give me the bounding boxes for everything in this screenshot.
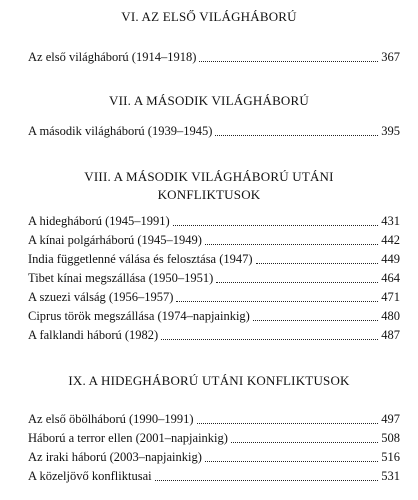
entry-page-number: 395 [381, 124, 400, 138]
toc-entry[interactable] [28, 288, 400, 307]
dot-leader [205, 460, 378, 462]
dot-leader [256, 262, 379, 264]
toc-entry[interactable] [28, 448, 400, 467]
entry-title: A második világháború (1939–1945) [28, 124, 213, 138]
dot-leader [161, 338, 378, 340]
section-heading: VII. A MÁSODIK VILÁGHÁBORÚ [109, 93, 309, 108]
toc-entry[interactable] [28, 48, 400, 67]
entry-title: Tibet kínai megszállása (1950–1951) [28, 271, 214, 285]
section-entries [28, 212, 400, 345]
section-entries [28, 48, 400, 67]
entry-page-number: 367 [381, 50, 400, 64]
entry-title: A szuezi válság (1956–1957) [28, 290, 174, 304]
entry-title: India függetlenné válása és felosztása (1947) [28, 252, 253, 266]
toc-entry[interactable] [28, 212, 400, 231]
entry-page-number: 508 [381, 431, 400, 445]
section-heading: VI. AZ ELSŐ VILÁGHÁBORÚ [121, 9, 297, 24]
entry-title: Az első világháború (1914–1918) [28, 50, 197, 64]
dot-leader [205, 243, 378, 245]
toc-entry[interactable] [28, 326, 400, 345]
section-entries [28, 122, 400, 141]
entry-title: A kínai polgárháború (1945–1949) [28, 233, 202, 247]
entry-page-number: 487 [381, 328, 400, 342]
entry-title: A közeljövő konfliktusai [28, 469, 152, 483]
section-heading-line2: KONFLIKTUSOK [157, 187, 261, 202]
section-entries [28, 410, 400, 486]
dot-leader [173, 224, 379, 226]
entry-page-number: 442 [381, 233, 400, 247]
section-heading: IX. A HIDEGHÁBORÚ UTÁNI KONFLIKTUSOK [68, 373, 350, 388]
toc-entry[interactable] [28, 410, 400, 429]
entry-page-number: 431 [381, 214, 400, 228]
entry-page-number: 516 [381, 450, 400, 464]
toc-entry[interactable] [28, 231, 400, 250]
dot-leader [176, 300, 378, 302]
entry-page-number: 464 [381, 271, 400, 285]
entry-title: Az iraki háború (2003–napjainkig) [28, 450, 202, 464]
toc-entry[interactable] [28, 467, 400, 486]
dot-leader [253, 319, 378, 321]
entry-title: Az első öbölháború (1990–1991) [28, 412, 194, 426]
dot-leader [231, 441, 378, 443]
section-heading: VIII. A MÁSODIK VILÁGHÁBORÚ UTÁNI [84, 169, 334, 184]
toc-entry[interactable] [28, 122, 400, 141]
dot-leader [197, 422, 379, 424]
toc-entry[interactable] [28, 307, 400, 326]
entry-page-number: 497 [381, 412, 400, 426]
entry-title: Ciprus török megszállása (1974–napjainkig) [28, 309, 250, 323]
entry-title: A hidegháború (1945–1991) [28, 214, 170, 228]
entry-page-number: 449 [381, 252, 400, 266]
toc-entry[interactable] [28, 269, 400, 288]
toc-entry[interactable] [28, 250, 400, 269]
entry-page-number: 531 [381, 469, 400, 483]
entry-title: A falklandi háború (1982) [28, 328, 159, 342]
entry-page-number: 471 [381, 290, 400, 304]
dot-leader [155, 479, 379, 481]
dot-leader [199, 60, 378, 62]
entry-page-number: 480 [381, 309, 400, 323]
dot-leader [216, 281, 378, 283]
entry-title: Háború a terror ellen (2001–napjainkig) [28, 431, 228, 445]
dot-leader [215, 134, 378, 136]
toc-entry[interactable] [28, 429, 400, 448]
